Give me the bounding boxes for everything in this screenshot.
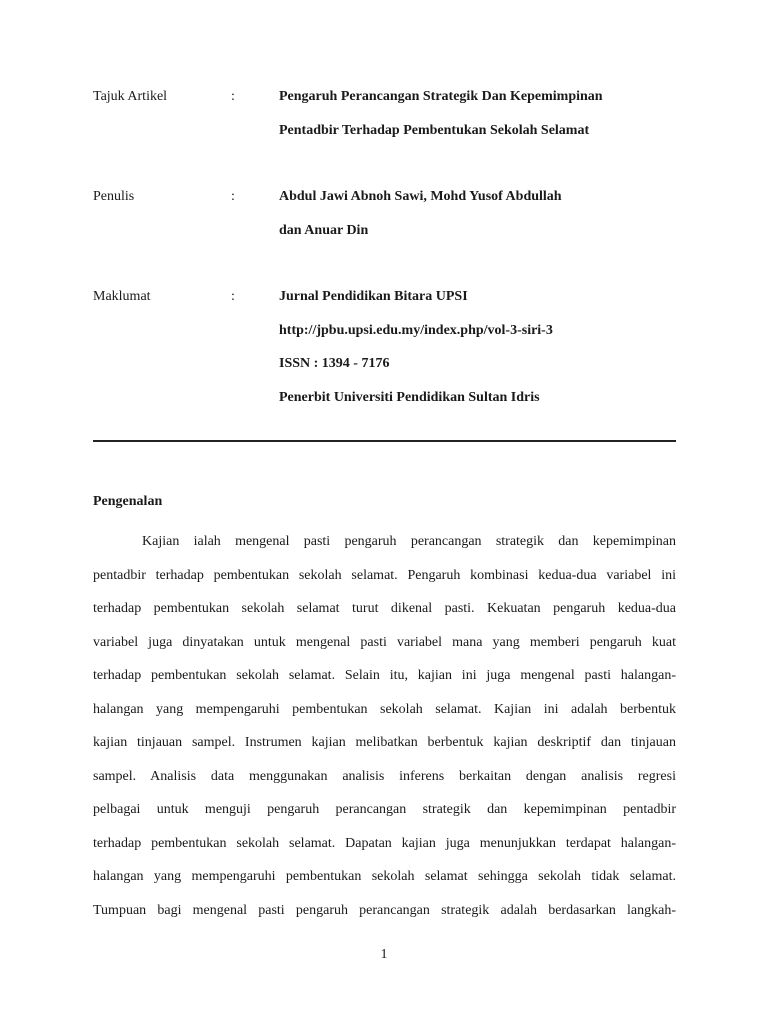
paragraph-line: terhadap pembentukan sekolah selamat. Dapatan kajian juga menunjukkan terdapat halangan- bbox=[93, 835, 676, 851]
page-number: 1 bbox=[380, 947, 388, 962]
paragraph-line: pentadbir terhadap pembentukan sekolah selamat. Pengaruh kombinasi kedua-dua variabel ini bbox=[93, 567, 676, 583]
journal-url: http://jpbu.upsi.edu.my/index.php/vol-3-siri-3 bbox=[279, 322, 553, 338]
paragraph-line: terhadap pembentukan sekolah selamat. Selain itu, kajian ini juga mengenal pasti halangan- bbox=[93, 668, 676, 683]
body-paragraph bbox=[93, 525, 676, 927]
journal-name: Jurnal Pendidikan Bitara UPSI bbox=[279, 289, 468, 304]
authors-line: dan Anuar Din bbox=[279, 222, 369, 238]
paragraph-line: Kajian ialah mengenal pasti pengaruh perancangan strategik dan kepemimpinan bbox=[142, 534, 676, 549]
meta-label-info: Maklumat bbox=[93, 289, 151, 304]
paragraph-line: halangan yang mempengaruhi pembentukan sekolah selamat sehingga sekolah tidak selamat. bbox=[93, 869, 676, 884]
meta-label-authors: Penulis bbox=[93, 189, 135, 204]
authors-line: Abdul Jawi Abnoh Sawi, Mohd Yusof Abdullah bbox=[279, 189, 562, 204]
meta-label-title: Tajuk Artikel bbox=[93, 89, 168, 104]
meta-colon: : bbox=[231, 189, 235, 204]
section-heading: Pengenalan bbox=[93, 494, 163, 509]
meta-colon: : bbox=[231, 289, 235, 304]
meta-value-authors bbox=[279, 189, 562, 256]
journal-publisher: Penerbit Universiti Pendidikan Sultan Idris bbox=[279, 389, 540, 405]
paragraph-line: halangan yang mempengaruhi pembentukan sekolah selamat. Kajian ini adalah berbentuk bbox=[93, 701, 676, 717]
paragraph-line: Tumpuan bagi mengenal pasti pengaruh perancangan strategik adalah berdasarkan langkah- bbox=[93, 902, 676, 918]
paragraph-line: variabel juga dinyatakan untuk mengenal pasti variabel mana yang memberi pengaruh kuat bbox=[93, 634, 676, 650]
paragraph-line: pelbagai untuk menguji pengaruh perancangan strategik dan kepemimpinan pentadbir bbox=[93, 802, 676, 817]
horizontal-divider bbox=[93, 440, 676, 442]
journal-issn: ISSN : 1394 - 7176 bbox=[279, 356, 390, 371]
meta-colon: : bbox=[231, 89, 235, 104]
meta-value-title bbox=[279, 89, 603, 156]
paragraph-line: terhadap pembentukan sekolah selamat turut dikenal pasti. Kekuatan pengaruh kedua-dua bbox=[93, 601, 676, 616]
paragraph-line: kajian tinjauan sampel. Instrumen kajian melibatkan berbentuk kajian deskriptif dan tinjauan bbox=[93, 735, 676, 750]
paragraph-line: sampel. Analisis data menggunakan analisis inferens berkaitan dengan analisis regresi bbox=[93, 768, 676, 784]
title-line: Pentadbir Terhadap Pembentukan Sekolah Selamat bbox=[279, 122, 590, 138]
title-line: Pengaruh Perancangan Strategik Dan Kepemimpinan bbox=[279, 89, 603, 104]
meta-value-info bbox=[279, 289, 553, 423]
